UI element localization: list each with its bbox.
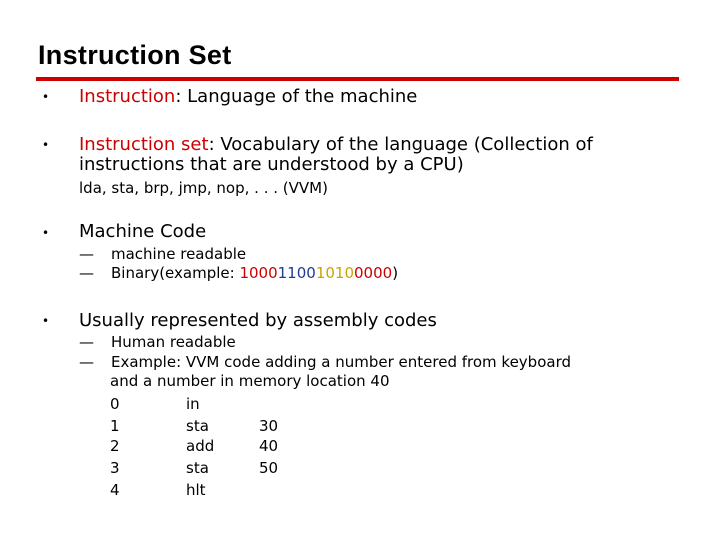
subitem-text: Example: VVM code adding a number entered from keyboard bbox=[111, 353, 571, 371]
subitem-machine-readable bbox=[79, 245, 246, 264]
term-instruction: Instruction bbox=[79, 86, 176, 107]
binary-part-2: 1100 bbox=[277, 264, 316, 282]
code-op: sta bbox=[186, 459, 209, 477]
dash-marker: — bbox=[79, 245, 94, 263]
code-addr: 4 bbox=[110, 481, 120, 499]
subitem-text: Human readable bbox=[111, 333, 236, 351]
title-underline bbox=[36, 77, 679, 81]
dash-marker: — bbox=[79, 353, 94, 371]
code-op: sta bbox=[186, 417, 209, 435]
binary-part-4: 0000 bbox=[354, 264, 393, 282]
dash-marker: — bbox=[79, 333, 94, 351]
code-arg: 50 bbox=[259, 459, 279, 477]
binary-suffix: ) bbox=[392, 264, 399, 282]
bullet-assembly: Usually represented by assembly codes bbox=[79, 310, 437, 331]
bullet-marker: • bbox=[42, 90, 50, 104]
code-addr: 1 bbox=[110, 417, 120, 435]
binary-prefix: Binary(example: bbox=[111, 264, 240, 282]
term-instruction-set: Instruction set bbox=[79, 134, 209, 155]
bullet-marker: • bbox=[42, 226, 50, 240]
subitem-text: machine readable bbox=[111, 245, 247, 263]
subitem-binary bbox=[79, 264, 398, 283]
bullet-instruction-set-line2: instructions that are understood by a CPU) bbox=[79, 154, 464, 175]
subitem-human-readable bbox=[79, 333, 236, 352]
subitem-example-continued: and a number in memory location 40 bbox=[110, 372, 390, 390]
code-op: in bbox=[186, 395, 200, 413]
bullet-instruction-set bbox=[79, 134, 593, 155]
code-addr: 0 bbox=[110, 395, 120, 413]
binary-part-3: 1010 bbox=[315, 264, 354, 282]
bullet-machine-code: Machine Code bbox=[79, 221, 207, 242]
bullet-marker: • bbox=[42, 314, 50, 328]
instruction-examples: lda, sta, brp, jmp, nop, . . . (VVM) bbox=[79, 179, 328, 197]
bullet-instruction-set-text: : Vocabulary of the language (Collection of bbox=[208, 134, 593, 155]
code-op: hlt bbox=[186, 481, 206, 499]
code-arg: 40 bbox=[259, 437, 279, 455]
binary-opcode-part: 1000 bbox=[239, 264, 278, 282]
bullet-instruction bbox=[79, 86, 417, 107]
code-addr: 3 bbox=[110, 459, 120, 477]
code-arg: 30 bbox=[259, 417, 279, 435]
dash-marker: — bbox=[79, 264, 94, 282]
code-op: add bbox=[186, 437, 215, 455]
slide-title: Instruction Set bbox=[38, 40, 232, 70]
bullet-marker: • bbox=[42, 138, 50, 152]
code-addr: 2 bbox=[110, 437, 120, 455]
subitem-example bbox=[79, 353, 571, 372]
bullet-instruction-text: : Language of the machine bbox=[175, 86, 418, 107]
